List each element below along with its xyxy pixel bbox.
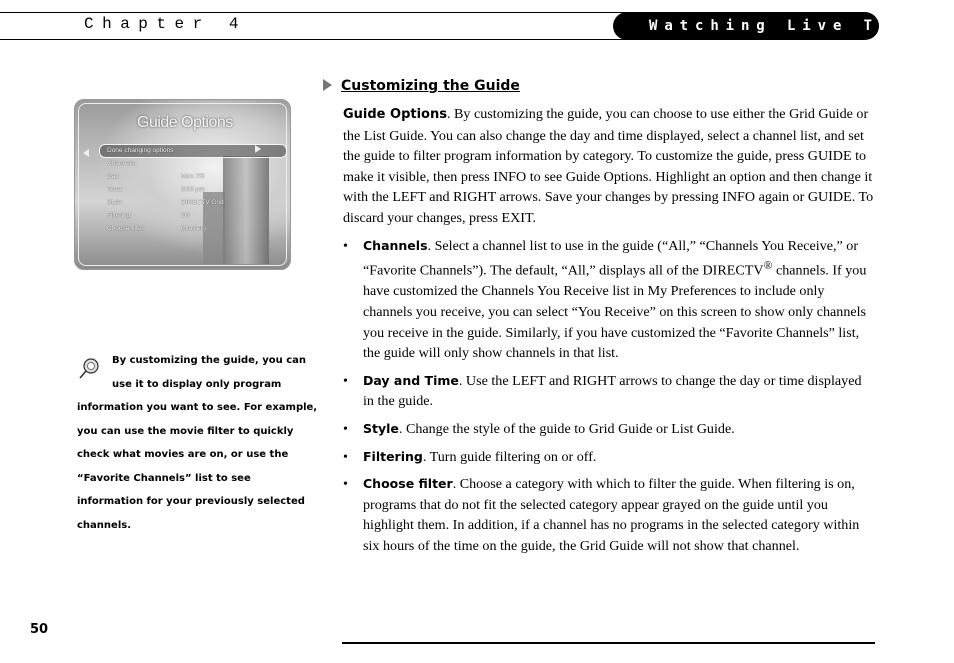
bullet-text: channels. If you have customized the Channels You Receive list in My Preferences to include only channels you receive, you can select “You Receive” on this screen to show only channels you receive in the guide. Similarly, if you have customized the “Favorite Channels” list, the guide will only show channels in that list.: [363, 262, 867, 362]
tip-line: check what movies are on, or use the: [77, 449, 289, 460]
left-arrow-icon: [83, 149, 89, 157]
list-item: [343, 474, 875, 556]
header-rule-bottom: [0, 39, 640, 40]
section-heading: [323, 78, 520, 94]
tip-line: information you want to see. For example,: [77, 402, 318, 413]
main-body: [343, 104, 875, 564]
triangle-bullet-icon: [323, 79, 332, 91]
option-label: Filtering:: [107, 212, 132, 219]
option-label: Day:: [107, 173, 121, 180]
section-title-pill: Watching Live TV: [613, 12, 879, 40]
option-label: Choose filter:: [107, 225, 146, 232]
option-label: Channels:: [107, 160, 137, 167]
options-list: [343, 236, 875, 557]
tip-line: “Favorite Channels” list to see: [77, 472, 251, 484]
bullet-term: Day and Time: [363, 372, 459, 388]
heading-text: Customizing the Guide: [341, 78, 520, 94]
bullet-icon: •: [343, 476, 348, 493]
footer-rule: [342, 642, 875, 644]
intro-paragraph: [343, 104, 875, 229]
screenshot-title: Guide Options: [137, 114, 233, 131]
option-value: Off: [181, 212, 190, 219]
page-number: 50: [30, 622, 49, 637]
option-value: 8:00 pm: [181, 186, 205, 193]
tip-line: channels.: [77, 519, 131, 531]
registered-mark: ®: [763, 259, 773, 273]
tip-text: [77, 349, 318, 537]
bullet-term: Channels: [363, 237, 428, 253]
list-item: [343, 236, 875, 364]
bullet-icon: •: [343, 237, 348, 254]
list-item: [343, 419, 875, 440]
intro-text: . By customizing the guide, you can choose to use either the Grid Guide or the List Guide. You can also change the day and time displayed, select a channel list, and set the guide to filter program information by category. To customize the guide, press GUIDE to make it visible, then press INFO to see Guide Options. Highlight an option and then change it with the LEFT and RIGHT arrows. Save your changes by pressing INFO again or GUIDE. To discard your changes, press EXIT.: [343, 106, 874, 226]
option-label: Done changing options: [107, 147, 174, 154]
option-value: DIRECTV Grid: [181, 199, 224, 206]
option-value: Mon 7/5: [181, 173, 205, 180]
list-item: [343, 447, 875, 468]
bullet-text: . Select a channel list to use in the guide (“All,” “Channels You Receive,” or “Favorite Channels”). The default, “All,” displays all of the DIRECTV: [363, 237, 859, 279]
bullet-term: Style: [363, 421, 399, 436]
bullet-text: . Change the style of the guide to Grid Guide or List Guide.: [398, 421, 735, 437]
intro-lead: Guide Options: [343, 107, 447, 122]
bullet-text: . Use the LEFT and RIGHT arrows to change the day or time displayed in the guide.: [363, 372, 862, 410]
guide-options-screenshot: [74, 99, 291, 270]
bullet-icon: •: [343, 448, 348, 465]
tip-line: use it to display only program: [112, 378, 282, 390]
bullet-term: Filtering: [363, 448, 423, 464]
bullet-icon: •: [343, 421, 348, 437]
bullet-text: . Turn guide filtering on or off.: [422, 448, 597, 465]
bullet-text: . Choose a category with which to filter the guide. When filtering is on, programs that do not fit the selected category appear grayed on the guide until you highlight them. In addition, if a channel has no programs in the selected category within six hours of the time on the guide, the Grid Guide will not show that channel.: [363, 476, 860, 554]
option-label: Style:: [107, 199, 124, 206]
right-arrow-icon: [255, 145, 261, 153]
tip-line: you can use the movie filter to quickly: [77, 425, 294, 437]
option-value: (Movies): [181, 225, 206, 232]
chapter-label: Chapter 4: [84, 15, 247, 33]
option-label: Time:: [107, 186, 124, 193]
bullet-term: Choose filter: [363, 476, 453, 492]
bullet-icon: •: [343, 372, 348, 389]
list-item: [343, 371, 875, 412]
tip-line: By customizing the guide, you can: [112, 355, 306, 366]
header-rule-top: [0, 12, 640, 13]
tip-line: information for your previously selected: [77, 496, 305, 507]
